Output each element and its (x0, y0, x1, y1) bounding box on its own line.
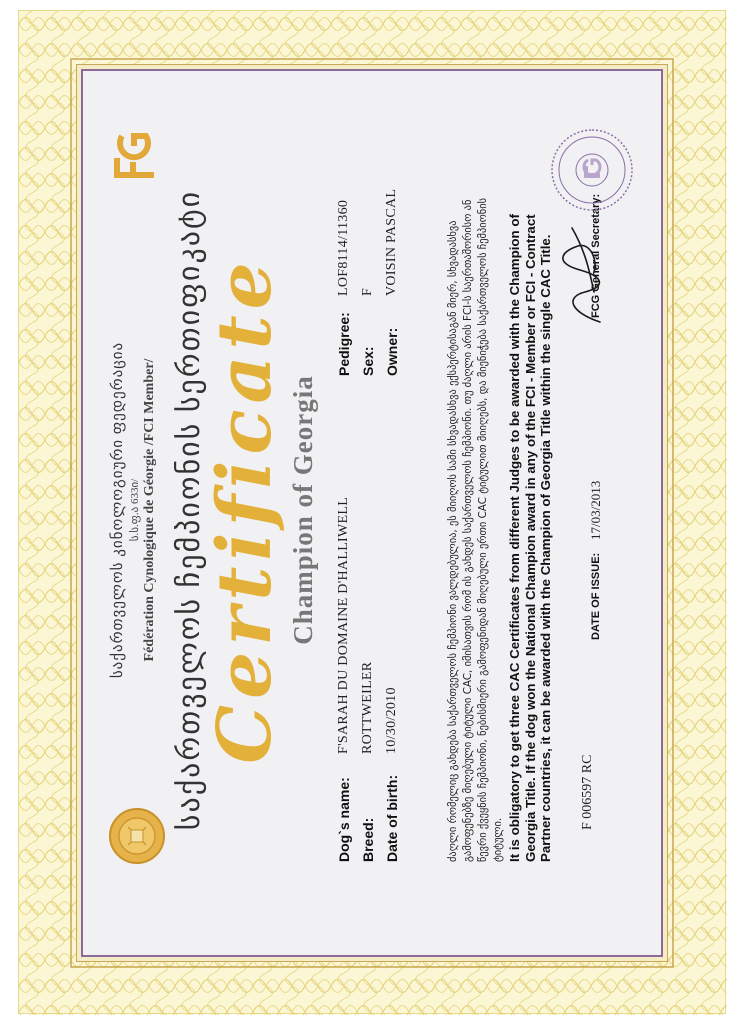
issue-date-value: 17/03/2013 (588, 480, 603, 540)
breed-value: ROTTWEILER (360, 661, 375, 754)
dob-label: Date of birth: (384, 774, 400, 862)
certificate-content (80, 70, 660, 950)
breed-label: Breed: (360, 817, 376, 862)
serial-number: F 006597 RC (580, 754, 595, 830)
pedigree-label: Pedigree: (336, 312, 352, 376)
owner-label: Owner: (384, 327, 400, 376)
org-registration: ს.ს.ფ.ა 633ი/ (129, 478, 141, 542)
certificate-title: Certificate (202, 256, 288, 764)
dog-name-value: F'SARAH DU DOMAINE D'HALLIWELL (336, 496, 351, 754)
rules-georgian: ძაღლი რომელიც გახდება საქართველოს ჩემპიონი ვალდებულია, ეს მიიღოს სამი სხვადასხვა ექსპერტისაგან მიერ, სხვადასხვა გამოფენებზე მიღებული ტიტული CAC, იმისათვის რომ ის გახდეს საქართველოს ჩემპიონი. თუ ძაღლი არის FCI-ს საერთაშორისო ან წევრი ქვეყნის ჩემპიონი, ნებისმიერი გამოფენიდან მიღებული ერთი CAC ტიტულით მიიღებს, და მიენიჭება საქართველოს ჩემპიონის ტიტული. (447, 197, 504, 862)
issue-date-label: DATE OF ISSUE: (590, 552, 602, 640)
dog-name-label: Dog`s name: (336, 777, 352, 862)
rules-english: It is obligatory to get three CAC Certificates from different Judges to be awarded with the Champion of Georgia Title. If the dog won the National Champion award in any of the FCI - Member or FCI - Contract Partner countries, it can be awarded with the Champion of Georgia Title within the single CAC Title. (507, 214, 553, 862)
owner-value: VOISIN PASCAL (384, 188, 399, 296)
official-stamp-icon (550, 128, 634, 212)
org-name-georgian: საქართველოს კინოლოგიური ფედერაცია (110, 341, 126, 679)
sex-value: F (360, 287, 375, 296)
pedigree-value: LOF8114/11360 (336, 199, 351, 296)
title-georgian: საქართველოს ჩემპიონის სერთიფიკატი (173, 189, 206, 831)
dob-value: 10/30/2010 (384, 687, 399, 754)
signature-icon (550, 222, 620, 332)
secretary-label: FCG General Secretary: (590, 193, 602, 318)
certificate-subtitle: Champion of Georgia (288, 375, 318, 645)
sex-label: Sex: (360, 346, 376, 376)
org-name-french: Fédération Cynologique de Géorgie /FCI Member/ (142, 358, 157, 662)
